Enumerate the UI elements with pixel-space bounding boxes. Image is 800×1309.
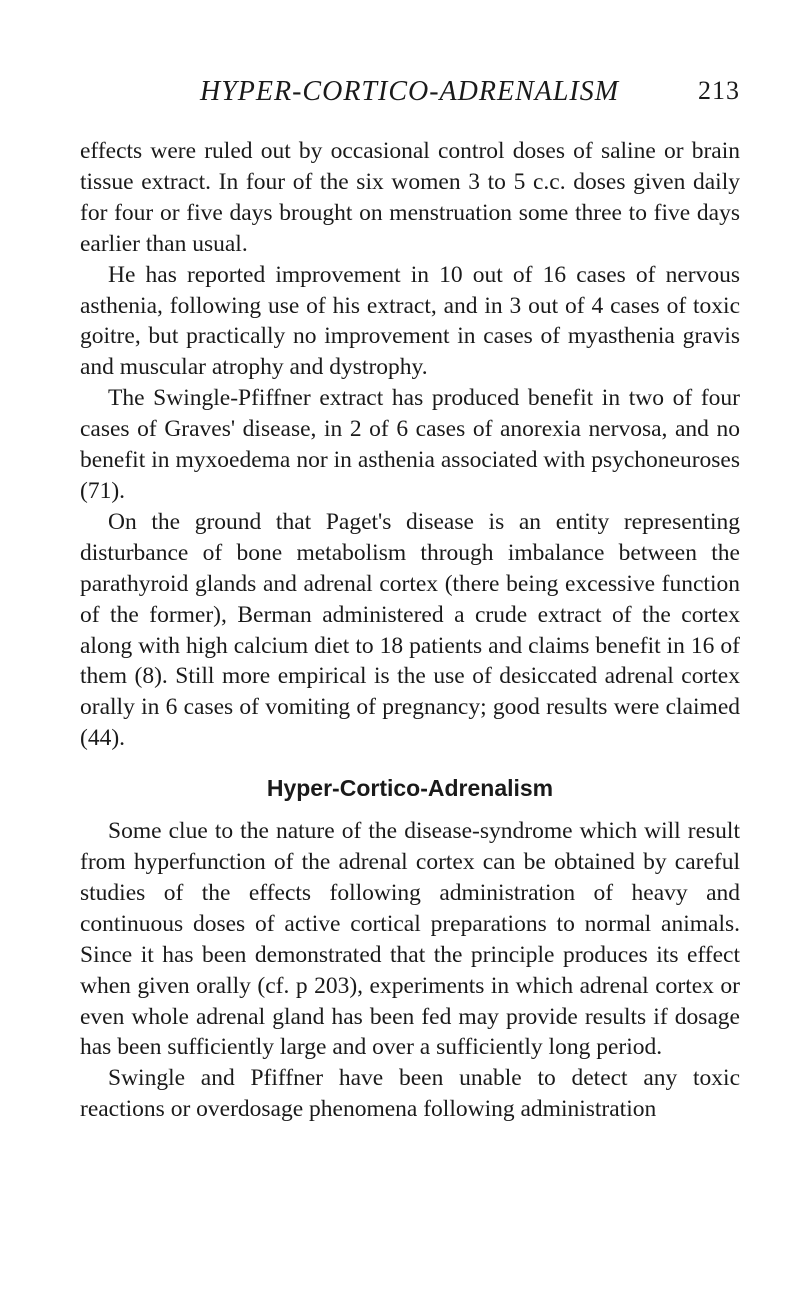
page-header [80, 76, 740, 116]
paragraph: The Swingle-Pfiffner extract has produced benefit in two of four cases of Graves' disease, in 2 of 6 cases of anorexia nervosa, and no benefit in myxoedema nor in asthenia associated with psychoneuroses (71). [80, 385, 740, 504]
paragraph: He has reported improvement in 10 out of 16 cases of nervous asthenia, following use of his extract, and in 3 out of 4 cases of toxic goitre, but practically no improvement in cases of myasthenia gravis and muscular atrophy and dystrophy. [80, 261, 740, 381]
section-heading: Hyper-Cortico-Adrenalism [266, 775, 554, 802]
paragraph: On the ground that Paget's disease is an entity representing disturbance of bone metabolism through imbalance between the parathyroid glands and adrenal cortex (there being excessive function of the former), Berman administered a crude extract of the cortex along with high calcium diet to 18 patients and claims benefit in 16 of them (8). Still more empirical is the use of desiccated adrenal cortex orally in 6 cases of vomiting of pregnancy; good results were claimed (44). [80, 508, 740, 752]
body-text [80, 136, 740, 1125]
running-head: HYPER-CORTICO-ADRENALISM [200, 76, 620, 107]
page-number: 213 [698, 76, 740, 105]
paragraph: effects were ruled out by occasional control doses of saline or brain tissue extract. In four of the six women 3 to 5 c.c. doses given daily for four or five days brought on menstruation some three to five days earlier than usual. [80, 138, 740, 257]
paragraph: Some clue to the nature of the disease-syndrome which will result from hyperfunction of the adrenal cortex can be obtained by careful studies of the effects following administration of heavy and continuous doses of active cortical preparations to normal animals. Since it has been demonstrated that the principle produces its effect when given orally (cf. p 203), experiments in which adrenal cortex or even whole adrenal gland has been fed may provide results if dosage has been sufficiently large and over a sufficiently long period. [80, 818, 740, 1061]
paragraph: Swingle and Pfiffner have been unable to detect any toxic reactions or overdosage phenomena following administration [80, 1065, 740, 1123]
